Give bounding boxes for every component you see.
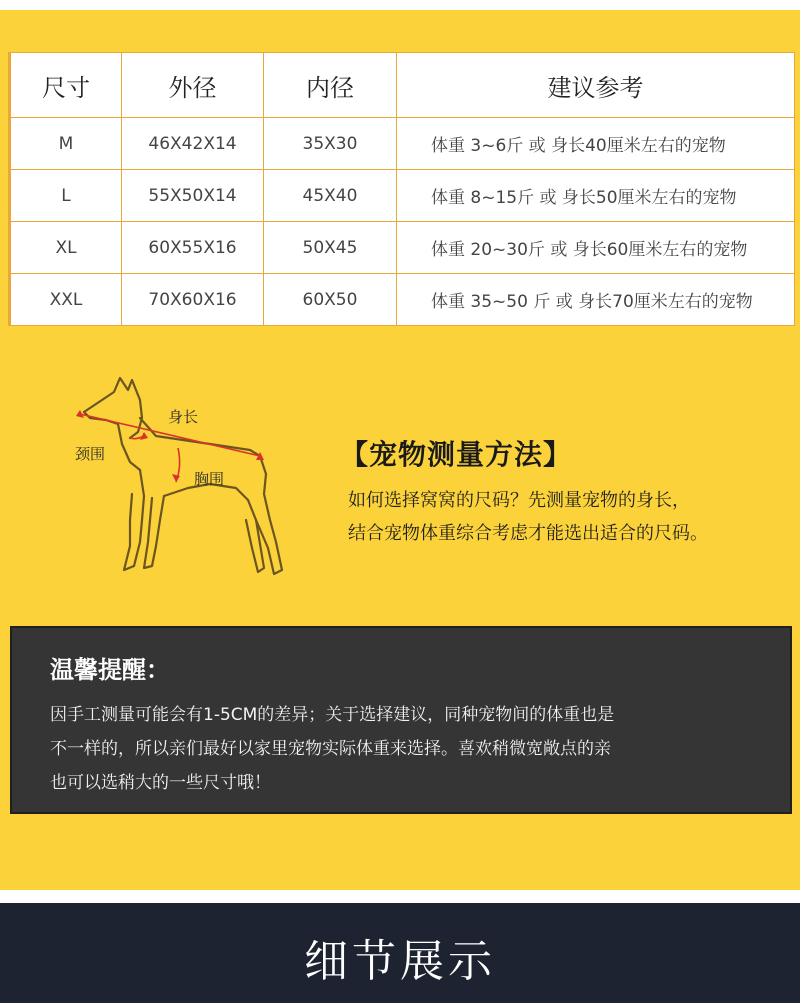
cell-inner: 35X30 [264,118,397,170]
table-row [10,274,795,326]
cell-size: XL [10,222,122,274]
cell-size: L [10,170,122,222]
cell-size: XXL [10,274,122,326]
neck-label: 颈围 [75,445,106,463]
measurement-method-text: 如何选择窝窝的尺码？先测量宠物的身长， [348,490,690,511]
table-row [10,222,795,274]
cell-suggestion: 体重 8~15斤 或 身长50厘米左右的宠物 [397,170,795,222]
table-row [10,170,795,222]
cell-outer: 46X42X14 [122,118,264,170]
reminder-title: 温馨提醒： [50,656,170,684]
measurement-method-text: 结合宠物体重综合考虑才能选出适合的尺码。 [348,523,708,544]
table-row [10,118,795,170]
cell-suggestion: 体重 20~30斤 或 身长60厘米左右的宠物 [397,222,795,274]
cell-suggestion: 体重 3~6斤 或 身长40厘米左右的宠物 [397,118,795,170]
chest-label: 胸围 [194,470,225,488]
header-size: 尺寸 [10,53,122,118]
cell-outer: 70X60X16 [122,274,264,326]
header-inner: 内径 [264,53,397,118]
reminder-text: 因手工测量可能会有1-5CM的差异；关于选择建议，同种宠物间的体重也是 [50,705,615,725]
detail-banner [0,903,800,1003]
detail-banner-title: 细节展示 [304,936,496,987]
reminder-box [10,626,792,814]
dog-measurement-illustration [60,370,300,590]
cell-size: M [10,118,122,170]
size-table [8,52,795,326]
cell-inner: 45X40 [264,170,397,222]
header-suggestion: 建议参考 [397,53,795,118]
table-header-row [10,53,795,118]
reminder-text: 不一样的，所以亲们最好以家里宠物实际体重来选择。喜欢稍微宽敞点的亲 [50,739,611,759]
measurement-method-title: 【宠物测量方法】 [340,438,573,471]
cell-outer: 60X55X16 [122,222,264,274]
cell-outer: 55X50X14 [122,170,264,222]
cell-inner: 60X50 [264,274,397,326]
cell-inner: 50X45 [264,222,397,274]
cell-suggestion: 体重 35~50 斤 或 身长70厘米左右的宠物 [397,274,795,326]
reminder-text: 也可以选稍大的一些尺寸哦！ [50,773,271,793]
body-length-label: 身长 [168,408,199,426]
header-outer: 外径 [122,53,264,118]
